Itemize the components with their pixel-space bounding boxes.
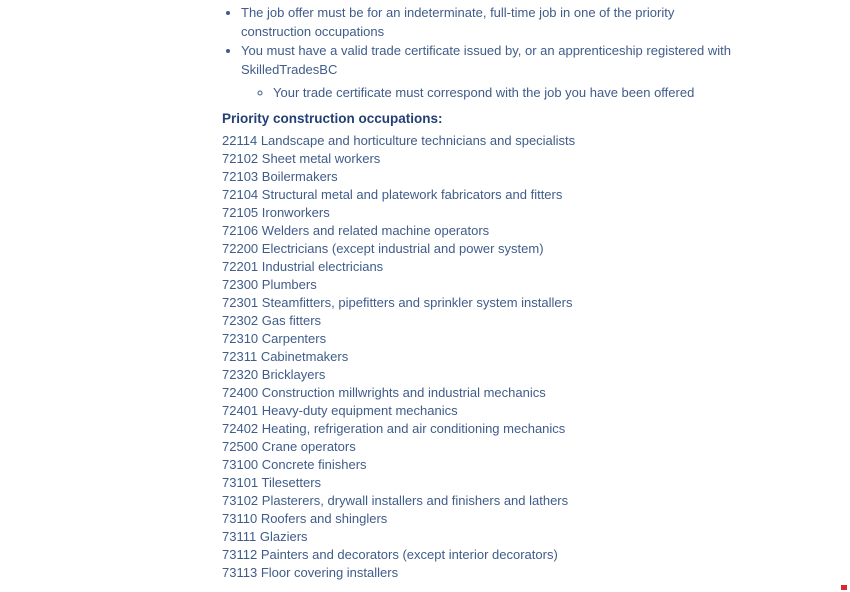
occupation-item: [222, 438, 741, 456]
occupation-code: 72104: [222, 187, 259, 202]
occupation-item: [222, 474, 741, 492]
occupation-code: 72400: [222, 385, 259, 400]
requirement-item: [241, 41, 741, 102]
occupation-item: [222, 528, 741, 546]
occupation-name: Bricklayers: [261, 367, 326, 382]
occupations-list: [222, 132, 741, 582]
occupation-item: [222, 240, 741, 258]
occupation-name: Plasterers, drywall installers and finishers and lathers: [261, 493, 569, 508]
requirements-list: [222, 3, 741, 102]
occupation-code: 72310: [222, 331, 259, 346]
occupation-code: 22114: [222, 133, 258, 148]
occupation-item: [222, 546, 741, 564]
occupation-item: [222, 330, 741, 348]
occupation-code: 73113: [222, 565, 258, 580]
occupation-code: 72302: [222, 313, 259, 328]
occupation-code: 72201: [222, 259, 259, 274]
occupation-code: 72200: [222, 241, 259, 256]
occupation-name: Concrete finishers: [261, 457, 367, 472]
occupation-code: 72500: [222, 439, 259, 454]
occupation-item: [222, 150, 741, 168]
occupation-name: Heavy-duty equipment mechanics: [261, 403, 458, 418]
occupation-item: [222, 420, 741, 438]
occupation-name: Tilesetters: [261, 475, 322, 490]
occupation-code: 72300: [222, 277, 259, 292]
occupation-item: [222, 312, 741, 330]
occupation-name: Ironworkers: [261, 205, 330, 220]
occupation-code: 72102: [222, 151, 259, 166]
occupation-name: Boilermakers: [261, 169, 338, 184]
occupation-item: [222, 510, 741, 528]
occupation-item: [222, 258, 741, 276]
occupation-item: [222, 204, 741, 222]
requirement-item: • The job offer must be for an indeterminate, full-time job in one of the priority construction occupations: [241, 3, 741, 41]
occupation-name: Heating, refrigeration and air conditioning mechanics: [261, 421, 566, 436]
occupation-code: 73101: [222, 475, 259, 490]
occupation-name: Industrial electricians: [261, 259, 384, 274]
occupation-code: 72402: [222, 421, 259, 436]
occupation-code: 73110: [222, 511, 258, 526]
occupations-heading: Priority construction occupations:: [222, 111, 443, 126]
occupation-code: 73102: [222, 493, 259, 508]
occupation-name: Gas fitters: [261, 313, 322, 328]
occupation-item: [222, 132, 741, 150]
occupation-name: Floor covering installers: [260, 565, 399, 580]
occupation-item: [222, 366, 741, 384]
occupation-name: Welders and related machine operators: [261, 223, 490, 238]
occupation-item: [222, 222, 741, 240]
occupation-item: [222, 186, 741, 204]
occupation-name: Structural metal and platework fabricators and fitters: [261, 187, 563, 202]
occupation-name: Sheet metal workers: [261, 151, 381, 166]
occupation-item: [222, 564, 741, 582]
occupation-code: 72311: [222, 349, 258, 364]
occupation-item: [222, 384, 741, 402]
occupation-item: [222, 168, 741, 186]
occupation-name: Glaziers: [259, 529, 308, 544]
occupation-code: 72106: [222, 223, 259, 238]
red-corner-marker: [841, 585, 847, 590]
occupation-name: Crane operators: [261, 439, 356, 454]
occupation-code: 73100: [222, 457, 259, 472]
occupation-code: 72320: [222, 367, 259, 382]
occupation-code: 73111: [222, 529, 257, 544]
occupation-name: Painters and decorators (except interior decorators): [260, 547, 558, 562]
occupation-code: 72301: [222, 295, 259, 310]
occupation-item: [222, 294, 741, 312]
occupation-name: Steamfitters, pipefitters and sprinkler system installers: [261, 295, 573, 310]
occupation-code: 72103: [222, 169, 259, 184]
occupation-name: Roofers and shinglers: [260, 511, 388, 526]
occupation-item: [222, 492, 741, 510]
article-content: [222, 0, 741, 582]
requirement-sub-item: ◦ Your trade certificate must correspond with the job you have been offered: [273, 83, 741, 102]
occupation-name: Landscape and horticulture technicians and specialists: [260, 133, 576, 148]
requirements-sub-list: [241, 83, 741, 102]
occupation-code: 72105: [222, 205, 259, 220]
occupation-item: [222, 348, 741, 366]
occupation-name: Cabinetmakers: [260, 349, 349, 364]
occupation-name: Carpenters: [261, 331, 327, 346]
occupation-name: Plumbers: [261, 277, 317, 292]
occupation-code: 73112: [222, 547, 258, 562]
requirement-item-text: You must have a valid trade certificate issued by, or an apprenticeship registered with SkilledTradesBC: [241, 43, 731, 77]
occupation-item: [222, 402, 741, 420]
occupation-code: 72401: [222, 403, 259, 418]
occupation-item: [222, 456, 741, 474]
occupation-name: Electricians (except industrial and power system): [261, 241, 544, 256]
occupation-item: [222, 276, 741, 294]
occupation-name: Construction millwrights and industrial mechanics: [261, 385, 546, 400]
